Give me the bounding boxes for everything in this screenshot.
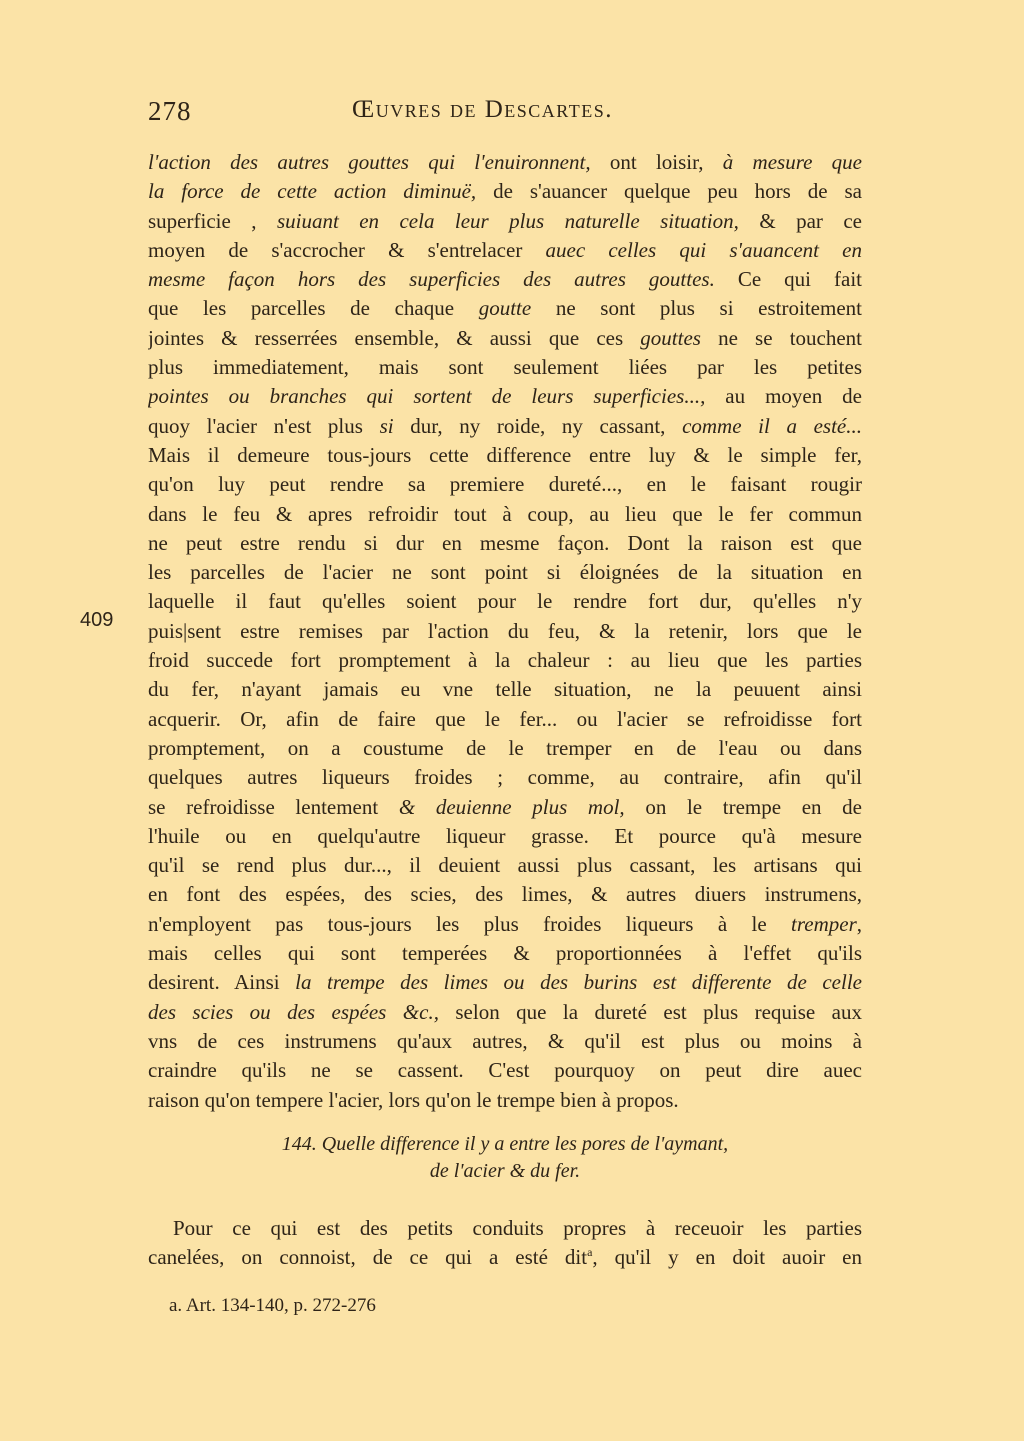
text-run: raison qu'on tempere l'acier, lors qu'on le trempe bien à propos. [148, 1087, 679, 1112]
text-line [148, 382, 862, 411]
text-run: selon que la dureté est plus requise aux [438, 999, 862, 1024]
text-line [148, 763, 862, 792]
italic-text: & deuienne plus mol, [398, 794, 625, 819]
footnote: a. Art. 134-140, p. 272-276 [169, 1295, 376, 1316]
text-line [148, 587, 862, 616]
text-line [148, 617, 862, 646]
text-run: que les parcelles de chaque [148, 296, 479, 321]
section-heading-line-1: 144. Quelle difference il y a entre les pores de l'aymant, [281, 1133, 729, 1155]
text-run: froid succede fort promptement à la chaleur : au lieu que les parties [148, 648, 862, 673]
italic-text: mesme façon hors des superficies des autres gouttes. [148, 267, 715, 292]
text-line [148, 851, 862, 880]
margin-page-reference: 409 [80, 609, 114, 631]
text-line [148, 910, 862, 939]
text-run: Pour ce qui est des petits conduits propres à receuoir les parties [173, 1216, 862, 1240]
italic-text: à mesure que [722, 150, 862, 174]
italic-text: des scies ou des espées &c., [148, 999, 439, 1024]
text-line [148, 324, 862, 353]
italic-text: la force de cette action diminuë, [148, 179, 477, 204]
second-paragraph [148, 1214, 862, 1273]
text-run: les parcelles de l'acier ne sont point si éloignées de la situation en [148, 560, 862, 585]
italic-text: gouttes [640, 325, 701, 350]
text-run: canelées, on connoist, de ce qui a esté dit [148, 1245, 588, 1270]
text-run: ne sont plus si estroitement [531, 296, 862, 321]
text-run: en font des espées, des scies, des limes, & autres diuers instrumens, [148, 882, 862, 907]
text-line [148, 148, 862, 177]
section-heading-line-2: de l'acier & du fer. [429, 1160, 581, 1182]
text-run: quoy l'acier n'est plus [148, 413, 380, 438]
text-run: de s'auancer quelque peu hors de sa [476, 179, 862, 204]
text-run: Ce qui fait [714, 267, 862, 292]
text-line [148, 1027, 862, 1056]
italic-text: suiuant en cela leur plus naturelle situation, [276, 208, 739, 233]
text-run: ont loisir, [590, 150, 723, 174]
text-run: ne se touchent [700, 325, 862, 350]
text-run: puis|sent estre remises par l'action du feu, & la retenir, lors que le [148, 618, 862, 643]
italic-text: la trempe des limes ou des burins est differente de celle [295, 970, 862, 995]
text-line [148, 236, 862, 265]
text-run: plus immediatement, mais sont seulement liées par les petites [148, 355, 862, 380]
text-line [148, 968, 862, 997]
footnote-marker: a [587, 1245, 593, 1260]
text-line [148, 1243, 862, 1272]
text-line [148, 1086, 862, 1115]
text-run: Mais il demeure tous-jours cette difference entre luy & le simple fer, [148, 442, 862, 467]
text-line [148, 412, 862, 441]
text-line [148, 646, 862, 675]
text-line [148, 1214, 862, 1243]
running-title: Œuvres de Descartes. [352, 96, 613, 123]
text-run: quelques autres liqueurs froides ; comme, au contraire, afin qu'il [148, 765, 862, 790]
text-run: au moyen de [705, 384, 862, 409]
text-line [148, 675, 862, 704]
text-run: ne peut estre rendu si dur en mesme façon. Dont la raison est que [148, 530, 862, 555]
text-line [148, 558, 862, 587]
italic-text: l'action des autres gouttes qui l'enuironnent, [148, 150, 591, 174]
text-line [148, 880, 862, 909]
text-line [148, 822, 862, 851]
italic-text: goutte [478, 296, 532, 321]
text-run: superficie , [148, 208, 277, 233]
text-line [148, 734, 862, 763]
text-line [148, 998, 862, 1027]
text-line [148, 353, 862, 382]
main-paragraph [148, 148, 862, 1115]
text-run: promptement, on a coustume de le tremper en de l'eau ou dans [148, 735, 862, 760]
italic-text: auec celles qui s'auancent en [545, 237, 862, 262]
text-run: n'employent pas tous-jours les plus froides liqueurs à le [148, 911, 792, 936]
text-run: l'huile ou en quelqu'autre liqueur grasse. Et pource qu'à mesure [148, 823, 862, 848]
text-run: jointes & resserrées ensemble, & aussi que ces [148, 325, 641, 350]
section-heading [148, 1131, 862, 1185]
text-run: on le trempe en de [624, 794, 862, 819]
text-run: mais celles qui sont temperées & proportionnées à l'effet qu'ils [148, 941, 862, 966]
text-run: craindre qu'ils ne se cassent. C'est pourquoy on peut dire auec [148, 1058, 862, 1083]
text-run: qu'on luy peut rendre sa premiere dureté..., en le faisant rougir [148, 472, 862, 497]
italic-text: comme il a esté... [682, 413, 862, 438]
text-run: desirent. Ainsi [148, 970, 296, 995]
text-line [148, 529, 862, 558]
text-line [148, 265, 862, 294]
text-line [148, 939, 862, 968]
text-line [148, 705, 862, 734]
text-run: qu'il se rend plus dur..., il deuient aussi plus cassant, les artisans qui [148, 853, 862, 878]
italic-text: pointes ou branches qui sortent de leurs superficies..., [148, 384, 706, 409]
text-run: acquerir. Or, afin de faire que le fer... ou l'acier se refroidisse fort [148, 706, 862, 731]
text-line [148, 470, 862, 499]
text-run: se refroidisse lentement [148, 794, 399, 819]
italic-text: tremper [791, 911, 857, 936]
text-run: dur, ny roide, ny cassant, [393, 413, 683, 438]
text-run: , qu'il y en doit auoir en [592, 1245, 862, 1270]
text-line [148, 1056, 862, 1085]
text-run: , [856, 911, 862, 936]
italic-text: si [379, 413, 394, 438]
text-run: dans le feu & apres refroidir tout à coup, au lieu que le fer commun [148, 501, 862, 526]
text-line [148, 500, 862, 529]
page-header [148, 96, 862, 136]
text-run: & par ce [738, 208, 862, 233]
text-run: laquelle il faut qu'elles soient pour le rendre fort dur, qu'elles n'y [148, 589, 862, 614]
text-run: du fer, n'ayant jamais eu vne telle situation, ne la peuuent ainsi [148, 677, 862, 702]
text-run: moyen de s'accrocher & s'entrelacer [148, 237, 546, 262]
text-line [148, 177, 862, 206]
text-line [148, 294, 862, 323]
text-run: vns de ces instrumens qu'aux autres, & qu'il est plus ou moins à [148, 1028, 862, 1053]
text-line [148, 207, 862, 236]
text-line [148, 441, 862, 470]
text-line [148, 793, 862, 822]
page-number: 278 [148, 96, 192, 126]
